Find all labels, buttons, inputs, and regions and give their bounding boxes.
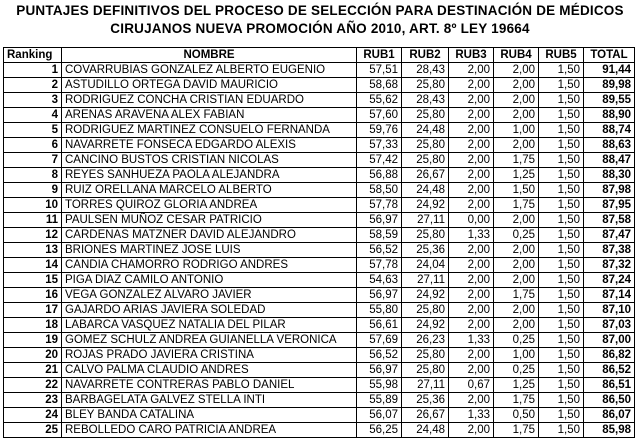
cell-rub4: 0,50: [494, 408, 539, 423]
cell-total: 87,14: [584, 288, 635, 303]
cell-rub3: 2,00: [449, 93, 494, 108]
cell-rub4: 1,00: [494, 123, 539, 138]
cell-rub3: 1,33: [449, 228, 494, 243]
table-row: [4, 93, 635, 108]
cell-rub1: 57,60: [357, 108, 402, 123]
cell-ranking: 6: [4, 138, 62, 153]
cell-ranking: 15: [4, 273, 62, 288]
cell-rub4: 2,00: [494, 243, 539, 258]
cell-rub1: 56,97: [357, 288, 402, 303]
cell-rub5: 1,50: [539, 318, 584, 333]
cell-nombre: REBOLLEDO CARO PATRICIA ANDREA: [62, 423, 357, 438]
table-row: [4, 243, 635, 258]
table-row: [4, 378, 635, 393]
document-subtitle: CIRUJANOS NUEVA PROMOCIÓN AÑO 2010, ART. 8º LEY 19664: [110, 21, 530, 36]
cell-total: 87,03: [584, 318, 635, 333]
cell-ranking: 25: [4, 423, 62, 438]
header-rub1: RUB1: [357, 48, 402, 63]
cell-rub5: 1,50: [539, 153, 584, 168]
cell-rub2: 24,92: [402, 318, 449, 333]
cell-ranking: 18: [4, 318, 62, 333]
cell-rub5: 1,50: [539, 93, 584, 108]
cell-rub1: 57,33: [357, 138, 402, 153]
cell-rub2: 24,92: [402, 198, 449, 213]
cell-total: 87,24: [584, 273, 635, 288]
cell-nombre: BRIONES MARTINEZ JOSE LUIS: [62, 243, 357, 258]
cell-total: 88,90: [584, 108, 635, 123]
document-title: PUNTAJES DEFINITIVOS DEL PROCESO DE SELECCIÓN PARA DESTINACIÓN DE MÉDICOS: [16, 3, 624, 18]
cell-rub2: 26,23: [402, 333, 449, 348]
cell-rub5: 1,50: [539, 378, 584, 393]
cell-rub2: 25,80: [402, 363, 449, 378]
cell-rub1: 55,98: [357, 378, 402, 393]
table-row: [4, 288, 635, 303]
cell-rub1: 56,61: [357, 318, 402, 333]
cell-ranking: 9: [4, 183, 62, 198]
cell-rub5: 1,50: [539, 303, 584, 318]
cell-ranking: 23: [4, 393, 62, 408]
cell-rub4: 2,00: [494, 318, 539, 333]
cell-rub4: 1,25: [494, 168, 539, 183]
cell-ranking: 21: [4, 363, 62, 378]
cell-rub5: 1,50: [539, 243, 584, 258]
cell-rub5: 1,50: [539, 273, 584, 288]
cell-rub2: 27,11: [402, 378, 449, 393]
cell-rub3: 2,00: [449, 63, 494, 78]
cell-rub5: 1,50: [539, 348, 584, 363]
cell-rub1: 55,62: [357, 93, 402, 108]
cell-rub5: 1,50: [539, 408, 584, 423]
table-row: [4, 153, 635, 168]
cell-rub2: 28,43: [402, 63, 449, 78]
cell-nombre: RODRIGUEZ CONCHA CRISTIAN EDUARDO: [62, 93, 357, 108]
cell-rub4: 1,50: [494, 183, 539, 198]
table-row: [4, 213, 635, 228]
table-row: [4, 423, 635, 438]
cell-ranking: 7: [4, 153, 62, 168]
cell-total: 89,55: [584, 93, 635, 108]
cell-total: 87,98: [584, 183, 635, 198]
header-rub4: RUB4: [494, 48, 539, 63]
cell-ranking: 14: [4, 258, 62, 273]
cell-rub1: 55,89: [357, 393, 402, 408]
cell-rub5: 1,50: [539, 258, 584, 273]
cell-ranking: 11: [4, 213, 62, 228]
cell-ranking: 19: [4, 333, 62, 348]
cell-nombre: CANDIA CHAMORRO RODRIGO ANDRES: [62, 258, 357, 273]
cell-ranking: 5: [4, 123, 62, 138]
cell-rub3: 2,00: [449, 423, 494, 438]
cell-rub1: 58,68: [357, 78, 402, 93]
cell-rub3: 0,00: [449, 213, 494, 228]
cell-rub1: 56,88: [357, 168, 402, 183]
header-rub3: RUB3: [449, 48, 494, 63]
cell-total: 87,00: [584, 333, 635, 348]
cell-rub4: 2,00: [494, 63, 539, 78]
cell-rub5: 1,50: [539, 213, 584, 228]
cell-rub2: 27,11: [402, 213, 449, 228]
cell-rub3: 2,00: [449, 363, 494, 378]
cell-rub2: 24,92: [402, 288, 449, 303]
cell-rub5: 1,50: [539, 168, 584, 183]
cell-nombre: ARENAS ARAVENA ALEX FABIAN: [62, 108, 357, 123]
cell-rub5: 1,50: [539, 123, 584, 138]
cell-total: 87,38: [584, 243, 635, 258]
cell-rub2: 25,80: [402, 108, 449, 123]
table-row: [4, 198, 635, 213]
table-row: [4, 78, 635, 93]
cell-total: 86,52: [584, 363, 635, 378]
cell-rub3: 0,67: [449, 378, 494, 393]
cell-rub1: 56,97: [357, 213, 402, 228]
cell-rub1: 56,07: [357, 408, 402, 423]
cell-total: 87,10: [584, 303, 635, 318]
cell-rub4: 1,00: [494, 348, 539, 363]
cell-rub3: 2,00: [449, 183, 494, 198]
cell-rub5: 1,50: [539, 288, 584, 303]
cell-nombre: NAVARRETE CONTRERAS PABLO DANIEL: [62, 378, 357, 393]
cell-total: 87,32: [584, 258, 635, 273]
cell-rub2: 28,43: [402, 93, 449, 108]
cell-rub5: 1,50: [539, 108, 584, 123]
cell-total: 86,82: [584, 348, 635, 363]
cell-rub3: 2,00: [449, 168, 494, 183]
cell-ranking: 3: [4, 93, 62, 108]
cell-rub3: 2,00: [449, 393, 494, 408]
cell-rub5: 1,50: [539, 333, 584, 348]
header-ranking: Ranking: [4, 48, 62, 63]
cell-rub4: 2,00: [494, 258, 539, 273]
cell-rub4: 1,25: [494, 378, 539, 393]
table-row: [4, 408, 635, 423]
cell-rub2: 25,80: [402, 228, 449, 243]
cell-rub2: 24,48: [402, 123, 449, 138]
cell-total: 85,98: [584, 423, 635, 438]
cell-rub1: 57,78: [357, 258, 402, 273]
cell-rub1: 58,50: [357, 183, 402, 198]
cell-nombre: GOMEZ SCHULZ ANDREA GUIANELLA VERONICA: [62, 333, 357, 348]
cell-rub4: 2,00: [494, 78, 539, 93]
cell-rub5: 1,50: [539, 423, 584, 438]
table-row: [4, 228, 635, 243]
cell-rub3: 2,00: [449, 138, 494, 153]
cell-rub2: 26,67: [402, 168, 449, 183]
cell-rub4: 2,00: [494, 93, 539, 108]
cell-rub1: 58,59: [357, 228, 402, 243]
cell-rub3: 1,33: [449, 408, 494, 423]
cell-rub4: 0,25: [494, 228, 539, 243]
cell-rub3: 2,00: [449, 318, 494, 333]
cell-rub1: 59,76: [357, 123, 402, 138]
cell-nombre: ROJAS PRADO JAVIERA CRISTINA: [62, 348, 357, 363]
cell-nombre: CALVO PALMA CLAUDIO ANDRES: [62, 363, 357, 378]
cell-rub5: 1,50: [539, 363, 584, 378]
cell-rub1: 57,42: [357, 153, 402, 168]
cell-nombre: RODRIGUEZ MARTINEZ CONSUELO FERNANDA: [62, 123, 357, 138]
header-total: TOTAL: [584, 48, 635, 63]
cell-rub3: 2,00: [449, 153, 494, 168]
cell-rub4: 2,00: [494, 303, 539, 318]
cell-rub5: 1,50: [539, 228, 584, 243]
cell-rub4: 1,75: [494, 153, 539, 168]
cell-rub4: 2,00: [494, 108, 539, 123]
cell-rub3: 2,00: [449, 243, 494, 258]
cell-nombre: LABARCA VASQUEZ NATALIA DEL PILAR: [62, 318, 357, 333]
table-row: [4, 393, 635, 408]
cell-rub3: 2,00: [449, 303, 494, 318]
table-row: [4, 138, 635, 153]
table-row: [4, 183, 635, 198]
cell-nombre: CANCINO BUSTOS CRISTIAN NICOLAS: [62, 153, 357, 168]
table-row: [4, 273, 635, 288]
table-row: [4, 168, 635, 183]
cell-rub5: 1,50: [539, 78, 584, 93]
cell-ranking: 17: [4, 303, 62, 318]
cell-rub2: 24,48: [402, 183, 449, 198]
cell-rub3: 2,00: [449, 288, 494, 303]
cell-nombre: VEGA GONZALEZ ALVARO JAVIER: [62, 288, 357, 303]
cell-nombre: RUIZ ORELLANA MARCELO ALBERTO: [62, 183, 357, 198]
cell-total: 91,44: [584, 63, 635, 78]
cell-rub4: 0,25: [494, 333, 539, 348]
cell-rub3: 2,00: [449, 78, 494, 93]
cell-ranking: 2: [4, 78, 62, 93]
cell-nombre: BARBAGELATA GALVEZ STELLA INTI: [62, 393, 357, 408]
cell-rub2: 25,36: [402, 393, 449, 408]
cell-rub2: 25,80: [402, 138, 449, 153]
table-row: [4, 318, 635, 333]
table-row: [4, 363, 635, 378]
cell-ranking: 10: [4, 198, 62, 213]
cell-nombre: REYES SANHUEZA PAOLA ALEJANDRA: [62, 168, 357, 183]
cell-total: 88,47: [584, 153, 635, 168]
table-row: [4, 63, 635, 78]
cell-rub4: 1,75: [494, 393, 539, 408]
cell-rub2: 25,80: [402, 78, 449, 93]
cell-rub2: 25,80: [402, 303, 449, 318]
cell-rub2: 26,67: [402, 408, 449, 423]
cell-rub3: 2,00: [449, 108, 494, 123]
cell-rub4: 1,75: [494, 288, 539, 303]
cell-ranking: 20: [4, 348, 62, 363]
cell-rub4: 2,00: [494, 138, 539, 153]
cell-ranking: 22: [4, 378, 62, 393]
table-row: [4, 258, 635, 273]
cell-ranking: 4: [4, 108, 62, 123]
table-row: [4, 348, 635, 363]
cell-ranking: 8: [4, 168, 62, 183]
cell-nombre: NAVARRETE FONSECA EDGARDO ALEXIS: [62, 138, 357, 153]
cell-rub3: 2,00: [449, 348, 494, 363]
cell-rub4: 2,00: [494, 213, 539, 228]
cell-total: 88,30: [584, 168, 635, 183]
cell-rub5: 1,50: [539, 198, 584, 213]
cell-rub1: 55,80: [357, 303, 402, 318]
cell-rub4: 2,00: [494, 273, 539, 288]
cell-nombre: PAULSEN MUÑOZ CESAR PATRICIO: [62, 213, 357, 228]
cell-ranking: 24: [4, 408, 62, 423]
cell-rub3: 2,00: [449, 198, 494, 213]
cell-rub1: 57,69: [357, 333, 402, 348]
cell-nombre: GAJARDO ARIAS JAVIERA SOLEDAD: [62, 303, 357, 318]
cell-total: 86,07: [584, 408, 635, 423]
cell-rub2: 27,11: [402, 273, 449, 288]
cell-rub3: 1,33: [449, 333, 494, 348]
cell-rub1: 56,52: [357, 243, 402, 258]
table-row: [4, 303, 635, 318]
cell-rub5: 1,50: [539, 138, 584, 153]
cell-nombre: ASTUDILLO ORTEGA DAVID MAURICIO: [62, 78, 357, 93]
cell-total: 88,63: [584, 138, 635, 153]
table-row: [4, 123, 635, 138]
cell-rub1: 56,25: [357, 423, 402, 438]
table-row: [4, 333, 635, 348]
cell-total: 87,58: [584, 213, 635, 228]
header-nombre: NOMBRE: [62, 48, 357, 63]
header-rub2: RUB2: [402, 48, 449, 63]
cell-rub4: 0,25: [494, 363, 539, 378]
cell-nombre: COVARRUBIAS GONZALEZ ALBERTO EUGENIO: [62, 63, 357, 78]
results-table: [3, 47, 635, 438]
header-rub5: RUB5: [539, 48, 584, 63]
cell-total: 89,98: [584, 78, 635, 93]
cell-total: 87,47: [584, 228, 635, 243]
cell-total: 86,51: [584, 378, 635, 393]
cell-rub2: 25,36: [402, 243, 449, 258]
cell-rub2: 25,80: [402, 348, 449, 363]
cell-rub2: 24,04: [402, 258, 449, 273]
cell-total: 88,74: [584, 123, 635, 138]
cell-ranking: 13: [4, 243, 62, 258]
cell-rub5: 1,50: [539, 393, 584, 408]
cell-ranking: 1: [4, 63, 62, 78]
cell-rub4: 1,75: [494, 198, 539, 213]
cell-rub3: 2,00: [449, 123, 494, 138]
cell-total: 86,50: [584, 393, 635, 408]
cell-rub3: 2,00: [449, 273, 494, 288]
cell-rub1: 56,52: [357, 348, 402, 363]
cell-rub1: 56,97: [357, 363, 402, 378]
cell-rub5: 1,50: [539, 63, 584, 78]
cell-ranking: 12: [4, 228, 62, 243]
cell-nombre: BLEY BANDA CATALINA: [62, 408, 357, 423]
cell-ranking: 16: [4, 288, 62, 303]
cell-rub1: 57,78: [357, 198, 402, 213]
cell-nombre: PIGA DIAZ CAMILO ANTONIO: [62, 273, 357, 288]
cell-nombre: CARDENAS MATZNER DAVID ALEJANDRO: [62, 228, 357, 243]
cell-rub3: 2,00: [449, 258, 494, 273]
table-row: [4, 108, 635, 123]
cell-rub5: 1,50: [539, 183, 584, 198]
cell-rub1: 54,63: [357, 273, 402, 288]
table-header-row: [4, 48, 635, 63]
cell-total: 87,95: [584, 198, 635, 213]
cell-rub2: 24,48: [402, 423, 449, 438]
cell-rub4: 1,75: [494, 423, 539, 438]
cell-rub2: 25,80: [402, 153, 449, 168]
cell-nombre: TORRES QUIROZ GLORIA ANDREA: [62, 198, 357, 213]
cell-rub1: 57,51: [357, 63, 402, 78]
